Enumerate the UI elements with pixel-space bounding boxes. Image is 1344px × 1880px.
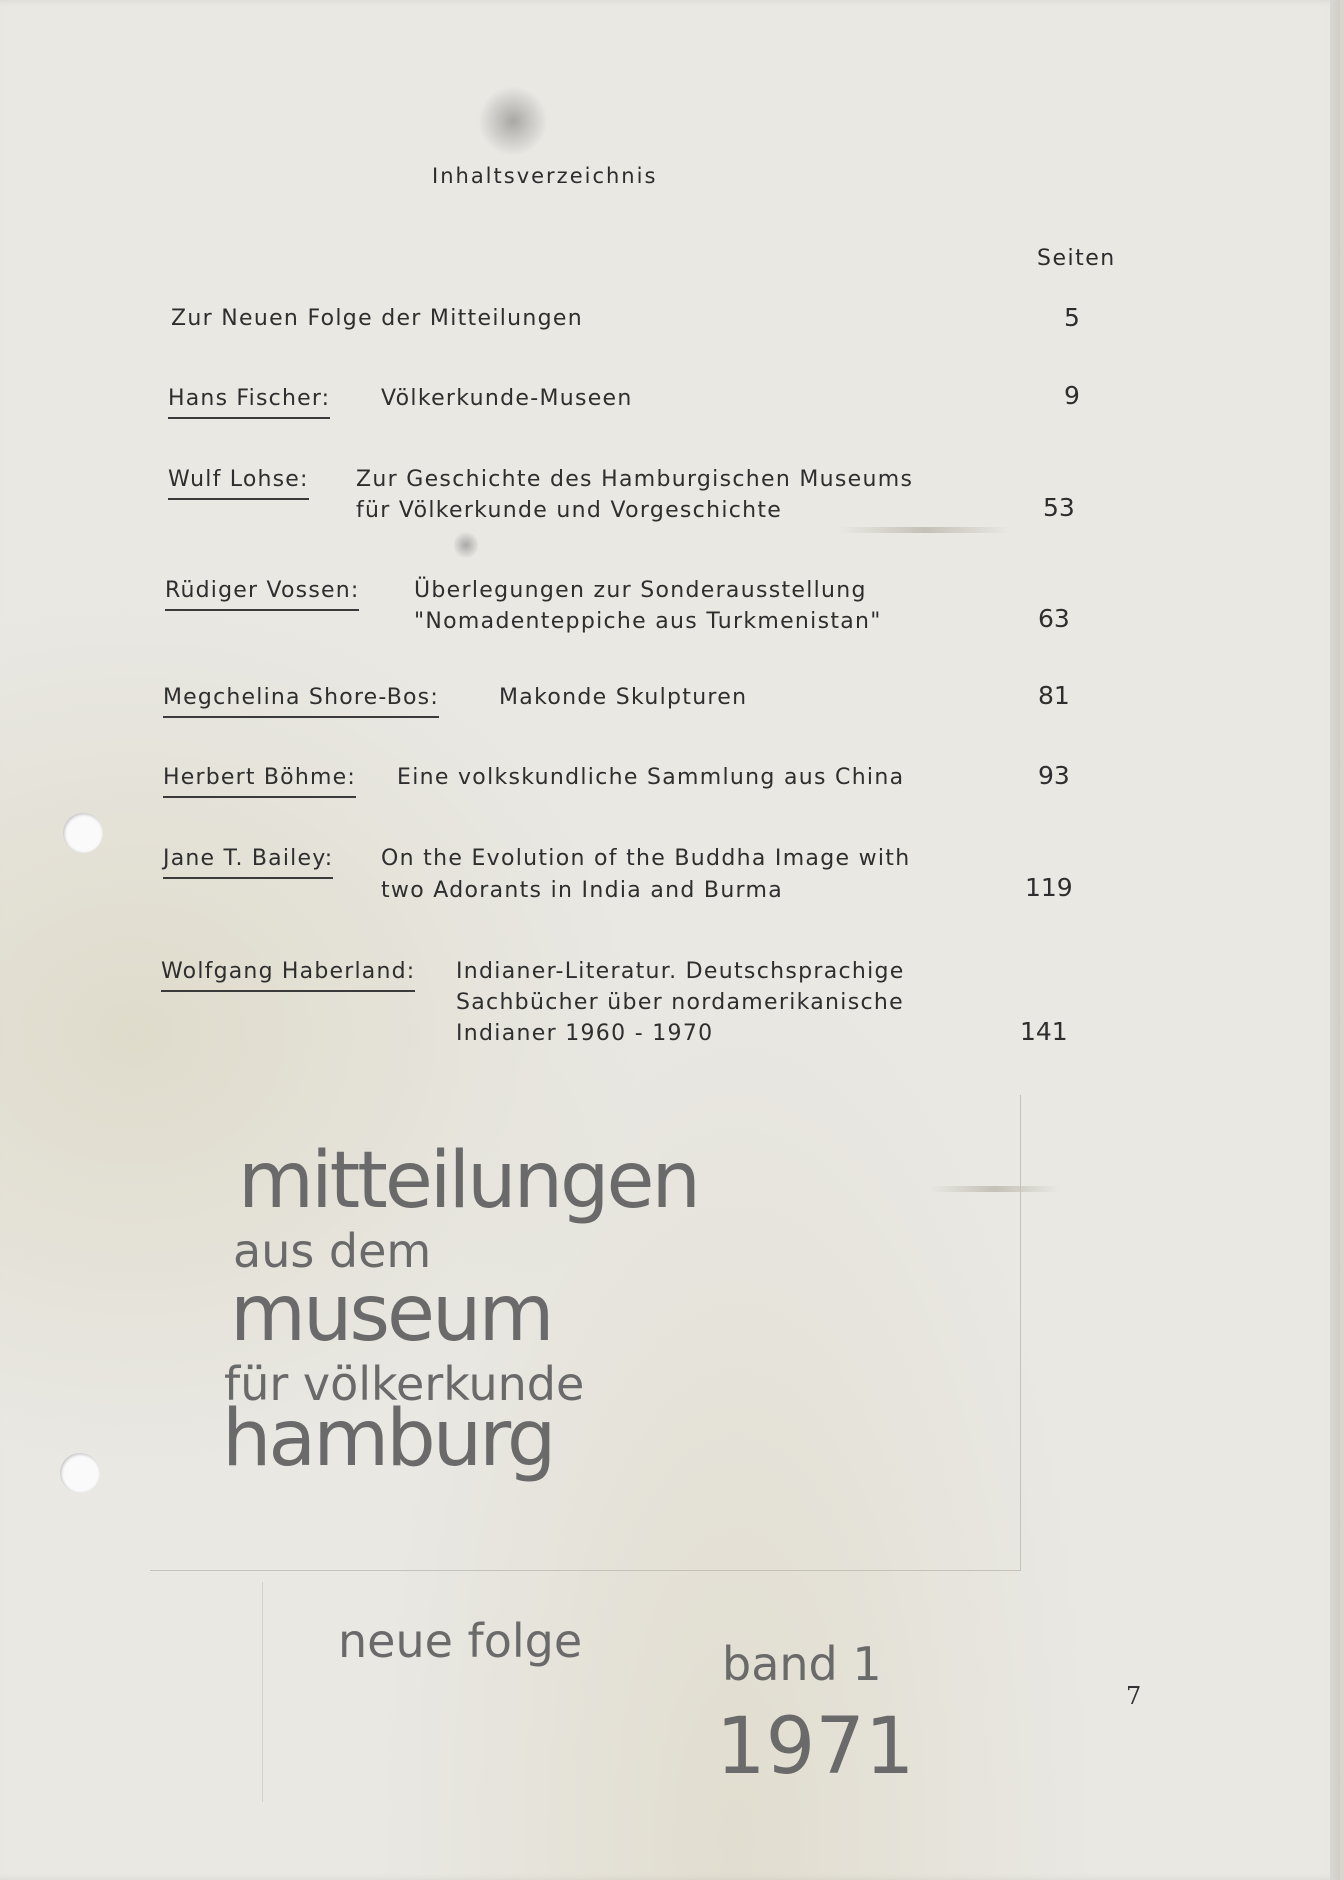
masthead-line: hamburg — [222, 1394, 554, 1484]
entry-title-line: Makonde Skulpturen — [499, 685, 748, 710]
page-title: Inhaltsverzeichnis — [432, 164, 658, 188]
entry-author: Jane T. Bailey: — [163, 843, 333, 879]
entry-author: Herbert Böhme: — [163, 762, 356, 798]
entry-page-number: 93 — [1038, 761, 1070, 790]
entry-page-number: 119 — [1025, 873, 1073, 902]
folio-number: 7 — [1126, 1682, 1142, 1710]
year-label: 1971 — [716, 1702, 915, 1792]
entry-page-number: 53 — [1043, 493, 1075, 522]
entry-title-line: Völkerkunde-Museen — [381, 386, 633, 411]
entry-author: Megchelina Shore-Bos: — [163, 682, 439, 718]
entry-title-line: On the Evolution of the Buddha Image with — [381, 846, 911, 871]
masthead-line: aus dem — [233, 1224, 432, 1278]
entry-title-line: Indianer 1960 - 1970 — [456, 1021, 714, 1046]
masthead-line: museum — [230, 1269, 552, 1359]
entry-author: Wulf Lohse: — [168, 464, 309, 500]
punch-hole-lower — [60, 1453, 100, 1493]
entry-title-line: Zur Neuen Folge der Mitteilungen — [171, 306, 583, 331]
entry-author: Wolfgang Haberland: — [161, 956, 415, 992]
entry-title-line: Eine volkskundliche Sammlung aus China — [397, 765, 905, 790]
punch-hole-upper — [63, 813, 103, 853]
entry-title-line: Überlegungen zur Sonderausstellung — [414, 578, 867, 603]
entry-page-number: 141 — [1020, 1017, 1068, 1046]
entry-title-line: Indianer-Literatur. Deutschsprachige — [456, 959, 905, 984]
entry-title-line: Zur Geschichte des Hamburgischen Museums — [356, 467, 914, 492]
series-label: neue folge — [338, 1614, 583, 1668]
entry-page-number: 9 — [1064, 381, 1080, 410]
entry-page-number: 5 — [1064, 303, 1080, 332]
entry-title-line: two Adorants in India and Burma — [381, 878, 784, 903]
fingerprint-smudge — [478, 86, 548, 156]
pages-column-label: Seiten — [1037, 246, 1116, 271]
stain-streak — [840, 527, 1010, 533]
entry-page-number: 81 — [1038, 681, 1070, 710]
entry-page-number: 63 — [1038, 604, 1070, 633]
entry-author: Hans Fischer: — [168, 383, 330, 419]
volume-label: band 1 — [722, 1637, 882, 1691]
entry-title-line: "Nomadenteppiche aus Turkmenistan" — [414, 609, 882, 634]
ink-spot — [454, 530, 478, 560]
entry-title-line: Sachbücher über nordamerikanische — [456, 990, 904, 1015]
masthead-line: für völkerkunde — [224, 1357, 585, 1411]
entry-title-line: für Völkerkunde und Vorgeschichte — [356, 498, 783, 523]
page-edge — [1330, 0, 1340, 1880]
entry-author: Rüdiger Vossen: — [165, 575, 359, 611]
masthead-line: mitteilungen — [238, 1136, 698, 1226]
